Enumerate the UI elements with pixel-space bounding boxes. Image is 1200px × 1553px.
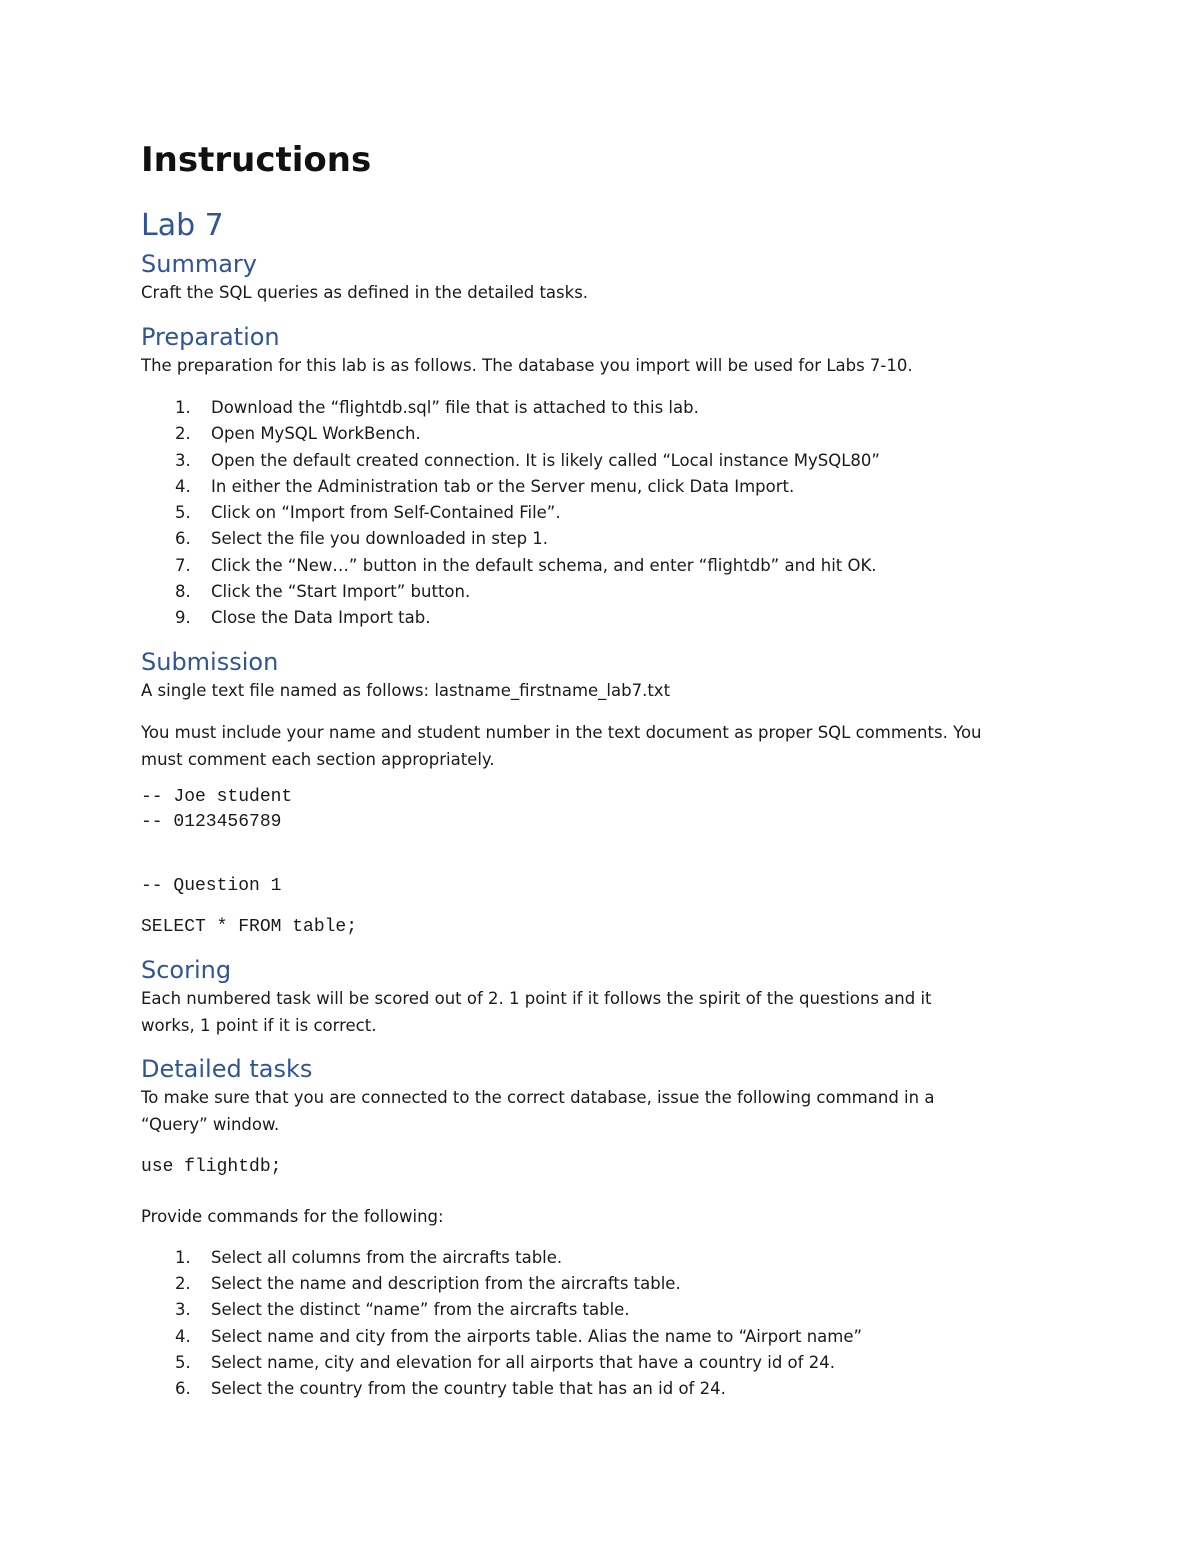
code-comment-question: -- Question 1 [141, 876, 282, 897]
list-item: 3. Select the distinct “name” from the aircrafts table. [141, 1297, 1061, 1323]
task-list [141, 1245, 1061, 1403]
document-page [141, 138, 1061, 1402]
list-item: 4. In either the Administration tab or the Server menu, click Data Import. [141, 474, 1061, 500]
preparation-steps [141, 395, 1061, 632]
submission-comment-text-line-1: You must include your name and student number in the text document as proper SQL comments. You [141, 723, 982, 743]
summary-text: Craft the SQL queries as defined in the detailed tasks. [141, 283, 589, 302]
list-item: 5. Click on “Import from Self-Contained File”. [141, 500, 1061, 526]
code-comment-number: -- 0123456789 [141, 812, 282, 833]
preparation-intro: The preparation for this lab is as follows. The database you import will be used for Labs 7-10. [141, 355, 913, 375]
list-number: 8. [175, 582, 191, 602]
summary-heading: Summary [141, 250, 257, 278]
list-number: 7. [175, 555, 191, 575]
list-item: 9. Close the Data Import tab. [141, 605, 1061, 631]
scoring-text-line-2: works, 1 point if it is correct. [141, 1015, 377, 1035]
scoring-heading: Scoring [141, 956, 232, 985]
submission-comment-text-line-2: must comment each section appropriately. [141, 749, 495, 769]
list-number: 3. [175, 450, 191, 470]
list-item: 2. Open MySQL WorkBench. [141, 421, 1061, 447]
preparation-heading: Preparation [141, 322, 280, 351]
list-number: 9. [175, 608, 191, 628]
list-number: 5. [175, 1352, 191, 1372]
detailed-tasks-heading: Detailed tasks [141, 1055, 313, 1084]
list-item: 2. Select the name and description from the aircrafts table. [141, 1271, 1061, 1297]
list-number: 3. [175, 1300, 191, 1320]
code-select-example: SELECT * FROM table; [141, 917, 358, 938]
code-comment-name: -- Joe student [141, 787, 293, 808]
list-item: 8. Click the “Start Import” button. [141, 579, 1061, 605]
submission-filename-text: A single text file named as follows: lastname_firstname_lab7.txt [141, 680, 671, 700]
list-item: 5. Select name, city and elevation for all airports that have a country id of 24. [141, 1350, 1061, 1376]
list-number: 1. [175, 398, 191, 417]
list-number: 1. [175, 1247, 191, 1267]
detailed-tasks-intro-line-1: To make sure that you are connected to the correct database, issue the following command in a [141, 1088, 935, 1108]
list-item: 4. Select name and city from the airports table. Alias the name to “Airport name” [141, 1324, 1061, 1350]
scoring-text-line-1: Each numbered task will be scored out of 2. 1 point if it follows the spirit of the questions and it [141, 989, 932, 1009]
lab-title: Lab 7 [141, 208, 224, 243]
list-number: 4. [175, 476, 191, 496]
submission-heading: Submission [141, 647, 279, 676]
list-item: 6. Select the country from the country table that has an id of 24. [141, 1376, 1061, 1402]
list-item: 1. Download the “flightdb.sql” file that is attached to this lab. [141, 395, 1061, 421]
code-use-database: use flightdb; [141, 1157, 282, 1178]
list-number: 5. [175, 503, 191, 523]
list-number: 6. [175, 1379, 191, 1399]
list-item: 1. Select all columns from the aircrafts table. [141, 1245, 1061, 1271]
list-number: 6. [175, 529, 191, 549]
list-number: 2. [175, 1273, 191, 1293]
list-number: 2. [175, 424, 191, 444]
detailed-tasks-intro-line-2: “Query” window. [141, 1114, 280, 1134]
document-title: Instructions [141, 140, 372, 180]
list-number: 4. [175, 1326, 191, 1346]
list-item: 3. Open the default created connection. It is likely called “Local instance MySQL80” [141, 448, 1061, 474]
provide-commands-text: Provide commands for the following: [141, 1207, 444, 1227]
list-item: 7. Click the “New…” button in the default schema, and enter “flightdb” and hit OK. [141, 553, 1061, 579]
list-item: 6. Select the file you downloaded in step 1. [141, 526, 1061, 552]
